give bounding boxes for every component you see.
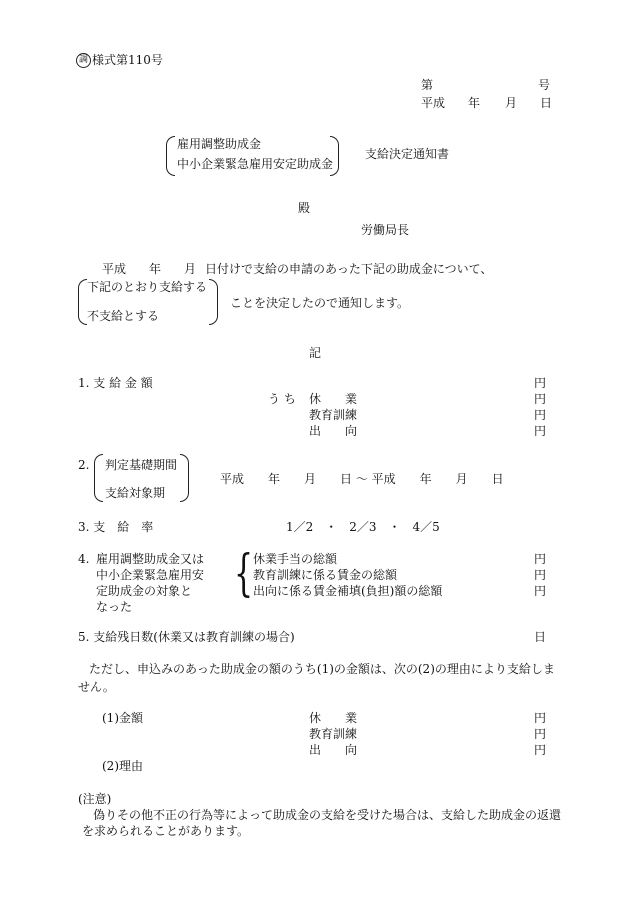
amount-training-yen: 円 [534, 727, 547, 741]
item4-row-secondment-wage: 出向に係る賃金補填(負担)額の総額 [253, 584, 443, 598]
title-left-bracket [166, 136, 175, 176]
choice-no-pay: 不支給とする [87, 309, 160, 323]
item4-line-2: 中小企業緊急雇用安 [96, 568, 205, 582]
form-number-text: 様式第110号 [92, 53, 163, 67]
item5-unit: 日 [534, 630, 547, 644]
item2-number: 2. [78, 458, 90, 472]
document-title: 支給決定通知書 [365, 147, 450, 161]
date-day: 日 [540, 96, 553, 110]
amount-row-secondment: 出 向 [309, 743, 358, 757]
item1-row-secondment: 出 向 [309, 424, 358, 438]
intro-text: 日付けで支給の申請のあった下記の助成金について、 [205, 262, 493, 276]
item1-row-training: 教育訓練 [309, 408, 358, 422]
choice-pay: 下記のとおり支給する [87, 280, 208, 294]
addressee: 殿 [298, 201, 311, 215]
date-month: 月 [505, 96, 518, 110]
note-heading: (注意) [78, 792, 112, 806]
choice-right-bracket [209, 279, 218, 325]
date-year: 年 [468, 96, 481, 110]
item4-line-1: 雇用調整助成金又は [96, 552, 205, 566]
item4-brace: { [234, 544, 254, 602]
amount-row-training: 教育訓練 [309, 727, 358, 741]
date-era: 平成 [421, 96, 446, 110]
item1-uchi: う ち [268, 392, 296, 406]
item4-row1-yen: 円 [534, 552, 547, 566]
item2-right-bracket [180, 454, 189, 502]
title-option-1: 雇用調整助成金 [177, 137, 262, 151]
amount-secondment-yen: 円 [534, 743, 547, 757]
item4-row2-yen: 円 [534, 568, 547, 582]
item1-row-leave: 休 業 [309, 392, 358, 406]
amount-leave-yen: 円 [534, 711, 547, 725]
intro-era: 平成 [102, 262, 127, 276]
ki-heading: 記 [309, 346, 322, 360]
item3-label: 3. 支 給 率 [78, 520, 154, 534]
item4-row-leave-allowance: 休業手当の総額 [253, 552, 338, 566]
note-line-2: を求められることがあります。 [82, 824, 250, 838]
amount-row-leave: 休 業 [309, 711, 358, 725]
intro-conclusion: ことを決定したので通知します。 [230, 296, 410, 310]
intro-year: 年 [149, 262, 162, 276]
title-option-2: 中小企業緊急雇用安定助成金 [177, 157, 334, 171]
item2-option-1: 判定基礎期間 [105, 458, 178, 472]
item1-training-yen: 円 [534, 408, 547, 422]
item4-line-3: 定助成金の対象と [96, 584, 193, 598]
proviso-line-1: ただし、申込みのあった助成金の額のうち(1)の金額は、次の(2)の理由により支給しま [89, 662, 555, 676]
issuer: 労働局長 [361, 223, 410, 237]
reason-label: (2)理由 [102, 759, 143, 773]
proviso-line-2: せん。 [78, 680, 115, 694]
item1-label: 1. 支 給 金 額 [78, 376, 153, 390]
item3-rates: 1／2 ・ 2／3 ・ 4／5 [286, 520, 440, 534]
item1-leave-yen: 円 [534, 392, 547, 406]
item2-period: 平成 年 月 日 〜 平成 年 月 日 [220, 472, 504, 486]
item4-line-4: なった [96, 600, 133, 614]
number-suffix: 号 [538, 78, 551, 92]
item1-total-yen: 円 [534, 376, 547, 390]
item1-secondment-yen: 円 [534, 424, 547, 438]
item5-label: 5. 支給残日数(休業又は教育訓練の場合) [78, 630, 295, 644]
item2-left-bracket [94, 454, 103, 502]
item4-number: 4. [78, 552, 90, 566]
circled-mark: 調 [76, 53, 91, 68]
number-prefix: 第 [421, 78, 434, 92]
choice-left-bracket [78, 279, 87, 325]
note-line-1: 偽りその他不正の行為等によって助成金の支給を受けた場合は、支給した助成金の返還 [93, 808, 562, 822]
item4-row3-yen: 円 [534, 584, 547, 598]
form-number [76, 53, 163, 68]
item2-option-2: 支給対象期 [105, 486, 166, 500]
amount-label: (1)金額 [102, 711, 143, 725]
item4-row-training-wage: 教育訓練に係る賃金の総額 [253, 568, 398, 582]
intro-month: 月 [184, 262, 197, 276]
